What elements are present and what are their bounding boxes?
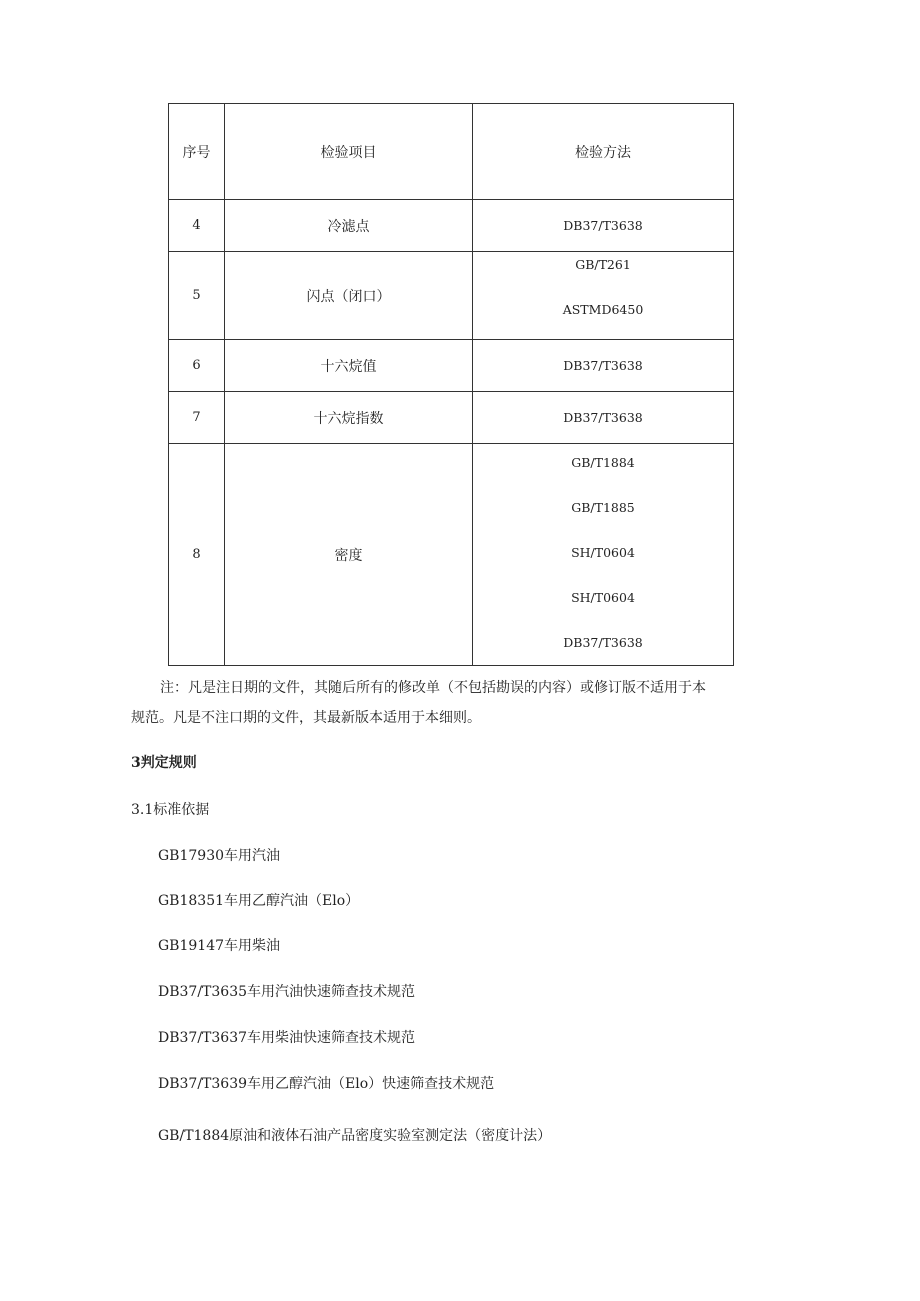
row-methods xyxy=(473,444,734,666)
subsection-heading: 3.1标准依据 xyxy=(131,802,210,818)
row-item: 十六烷值 xyxy=(225,340,473,392)
table-row xyxy=(169,392,734,444)
row-method: DB37/T3638 xyxy=(563,635,643,650)
standard-item: GB17930车用汽油 xyxy=(158,848,281,864)
row-method: GB/T1885 xyxy=(571,500,635,515)
standard-item: GB19147车用柴油 xyxy=(158,938,281,954)
table-row xyxy=(169,340,734,392)
row-method: SH/T0604 xyxy=(571,545,635,560)
table-note xyxy=(131,673,768,733)
row-item: 密度 xyxy=(225,444,473,666)
section-heading: 3判定规则 xyxy=(131,755,197,771)
header-method: 检验方法 xyxy=(473,104,734,200)
row-no: 7 xyxy=(169,392,225,444)
header-no: 序号 xyxy=(169,104,225,200)
row-method: GB/T261 xyxy=(575,256,631,272)
row-methods xyxy=(473,252,734,340)
row-method: ASTMD6450 xyxy=(562,301,644,317)
row-method: SH/T0604 xyxy=(571,590,635,605)
inspection-methods-table xyxy=(168,103,734,666)
row-method: DB37/T3638 xyxy=(473,392,734,444)
table-row xyxy=(169,444,734,666)
standard-item: DB37/T3639车用乙醇汽油（Elo）快速筛查技术规范 xyxy=(158,1076,495,1092)
row-item: 十六烷指数 xyxy=(225,392,473,444)
row-no: 5 xyxy=(169,252,225,340)
note-line-2: 规范。凡是不注口期的文件，其最新版本适用于本细则。 xyxy=(131,710,481,726)
standard-item: GB/T1884原油和液体石油产品密度实验室测定法（密度计法） xyxy=(158,1128,552,1144)
standard-item: DB37/T3637车用柴油快速筛查技术规范 xyxy=(158,1030,416,1046)
header-item: 检验项目 xyxy=(225,104,473,200)
row-no: 4 xyxy=(169,200,225,252)
table-row xyxy=(169,252,734,340)
row-item: 冷滤点 xyxy=(225,200,473,252)
row-no: 6 xyxy=(169,340,225,392)
standard-item: DB37/T3635车用汽油快速筛查技术规范 xyxy=(158,984,416,1000)
row-method: DB37/T3638 xyxy=(473,340,734,392)
standard-item: GB18351车用乙醇汽油（Elo） xyxy=(158,893,360,909)
table-header-row xyxy=(169,104,734,200)
row-method: GB/T1884 xyxy=(571,455,635,470)
row-item: 闪点（闭口） xyxy=(225,252,473,340)
note-line-1: 注：凡是注日期的文件，其随后所有的修改单（不包括勘误的内容）或修订版不适用于本 xyxy=(160,680,706,696)
row-method: DB37/T3638 xyxy=(473,200,734,252)
row-no: 8 xyxy=(169,444,225,666)
